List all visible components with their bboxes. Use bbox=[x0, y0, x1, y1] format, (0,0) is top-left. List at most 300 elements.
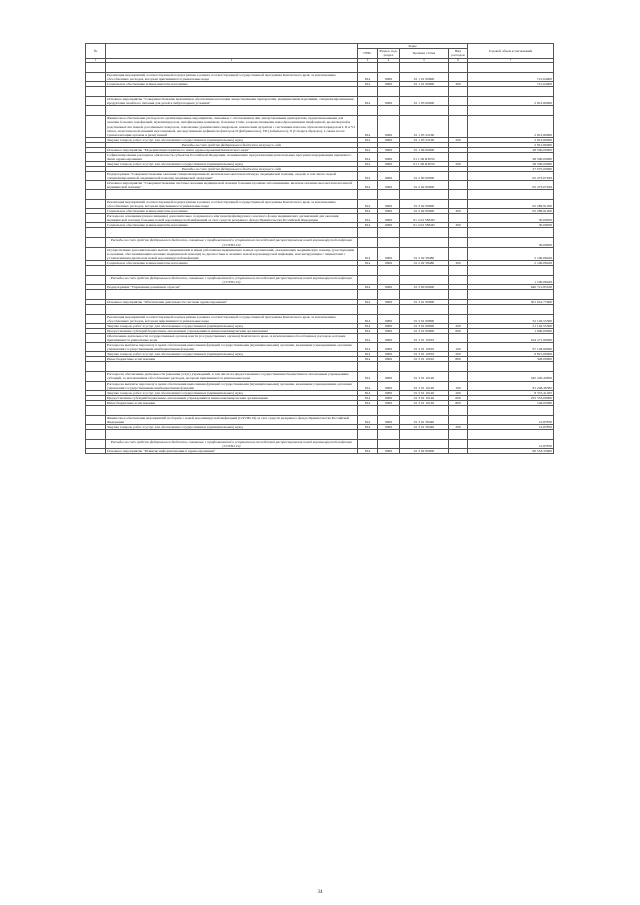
cell-amount: 6 815,00000 bbox=[468, 352, 554, 357]
cell-csr bbox=[400, 265, 449, 275]
cell-name bbox=[106, 87, 358, 97]
cell-amount: 1 000,00000 bbox=[468, 329, 554, 334]
cell-vr: 200 bbox=[449, 390, 468, 395]
cell-grbs: 814 bbox=[358, 334, 378, 343]
cell-amount: 97 128,90000 bbox=[468, 343, 554, 352]
cell-vr bbox=[449, 275, 468, 284]
table-row bbox=[86, 415, 554, 424]
cell-csr: 01 3 01 00000 bbox=[400, 299, 449, 304]
cell-razdel: 0909 bbox=[378, 400, 400, 405]
cell-csr: 01 2 02 5832D bbox=[400, 214, 449, 223]
cell-vr bbox=[449, 116, 468, 137]
cell-csr bbox=[400, 106, 449, 116]
cell-num bbox=[86, 448, 106, 453]
cell-grbs: 814 bbox=[358, 73, 378, 82]
cell-num bbox=[86, 63, 106, 73]
cell-vr: 200 bbox=[449, 324, 468, 329]
cell-num bbox=[86, 304, 106, 314]
cell-amount: 104 271,90000 bbox=[468, 334, 554, 343]
cell-vr bbox=[449, 362, 468, 372]
cell-vr: 300 bbox=[449, 82, 468, 87]
cell-grbs bbox=[358, 265, 378, 275]
cell-csr: 01 3 01 58440 bbox=[400, 424, 449, 429]
cell-vr: 800 bbox=[449, 357, 468, 362]
cell-grbs: 814 bbox=[358, 161, 378, 166]
cell-csr: 01 1 01 09990 bbox=[400, 73, 449, 82]
cell-num bbox=[86, 172, 106, 181]
table-row bbox=[86, 172, 554, 181]
cell-name: Софинансирование расходных обязательств субъектов Российской Федерации, возникающих при реализации региональных программ модернизации первичного звена здравоохранения bbox=[106, 152, 358, 161]
cell-name: Социальное обеспечение и иные выплаты населению bbox=[106, 209, 358, 214]
cell-amount bbox=[468, 362, 554, 372]
cell-vr bbox=[449, 405, 468, 415]
cell-csr: 01 3 01 10140 bbox=[400, 400, 449, 405]
cell-vr bbox=[449, 73, 468, 82]
cell-vr bbox=[449, 200, 468, 209]
cell-grbs: 814 bbox=[358, 214, 378, 223]
note-row bbox=[86, 238, 554, 247]
idx-7: 7 bbox=[468, 58, 554, 63]
cell-razdel: 0909 bbox=[378, 209, 400, 214]
cell-num bbox=[86, 429, 106, 439]
cell-vr bbox=[449, 289, 468, 299]
cell-csr: 01 3 01 10010 bbox=[400, 334, 449, 343]
cell-amount bbox=[468, 304, 554, 314]
cell-vr bbox=[449, 372, 468, 381]
cell-name: Закупка товаров, работ и услуг для обеспечения государственных (муниципальных) нужд bbox=[106, 424, 358, 429]
cell-csr: 01 3 01 10140 bbox=[400, 390, 449, 395]
cell-name bbox=[106, 289, 358, 299]
cell-grbs: 814 bbox=[358, 390, 378, 395]
cell-csr: 01 2 02 09990 bbox=[400, 200, 449, 209]
cell-razdel bbox=[378, 429, 400, 439]
cell-amount bbox=[468, 63, 554, 73]
cell-num bbox=[86, 87, 106, 97]
table-row bbox=[86, 152, 554, 161]
note-row bbox=[86, 439, 554, 448]
cell-razdel bbox=[378, 228, 400, 238]
cell-razdel: 0909 bbox=[378, 324, 400, 329]
cell-razdel: 0909 bbox=[378, 448, 400, 453]
cell-amount: 30,00000 bbox=[468, 223, 554, 228]
cell-amount bbox=[468, 429, 554, 439]
cell-razdel bbox=[378, 190, 400, 200]
cell-csr: 01 3 02 00000 bbox=[400, 448, 449, 453]
cell-name: Закупка товаров, работ и услуг для обеспечения государственных (муниципальных) нужд bbox=[106, 137, 358, 142]
cell-vr bbox=[449, 304, 468, 314]
cell-grbs: 814 bbox=[358, 181, 378, 190]
cell-num bbox=[86, 97, 106, 106]
cell-name: Реализация мероприятий соответствующей подпрограммы в рамках соответствующей государственной программы Камчатского края, за исключением обособленных расходов, которым присваиваются уникальные коды bbox=[106, 73, 358, 82]
cell-csr bbox=[400, 228, 449, 238]
cell-csr bbox=[400, 304, 449, 314]
cell-razdel: 0909 bbox=[378, 284, 400, 289]
cell-vr: 800 bbox=[449, 400, 468, 405]
cell-name: Реализация мероприятий соответствующей подпрограммы в рамках соответствующей государственной программы Камчатского края, за исключением обособленных расходов, которым присваиваются уникальные коды bbox=[106, 200, 358, 209]
cell-razdel: 0909 bbox=[378, 172, 400, 181]
cell-num bbox=[86, 381, 106, 390]
cell-razdel: 0909 bbox=[378, 260, 400, 265]
cell-razdel: 0909 bbox=[378, 299, 400, 304]
cell-csr: 01 1 06 R3650 bbox=[400, 152, 449, 161]
idx-5: 5 bbox=[400, 58, 449, 63]
cell-razdel: 0909 bbox=[378, 200, 400, 209]
cell-amount: 12,87850 bbox=[468, 415, 554, 424]
cell-razdel: 0909 bbox=[378, 381, 400, 390]
spacer-row bbox=[86, 405, 554, 415]
cell-razdel: 0909 bbox=[378, 424, 400, 429]
cell-vr: 200 bbox=[449, 424, 468, 429]
cell-name: Подпрограмма "Совершенствование оказания специализированной, включая высокотехнологичную, медицинской помощи, скорой, в том числе скорой специализированной, медицинской помощи, медицинской эвакуации" bbox=[106, 172, 358, 181]
cell-razdel: 0909 bbox=[378, 352, 400, 357]
cell-csr: 01 3 01 10140 bbox=[400, 372, 449, 381]
cell-name: Расходы за счет средств федерального бюджета, связанные с профилактикой и устранением последствий распространения новой коронавирусной инфекции (COVID-19) bbox=[106, 439, 358, 448]
cell-name: Основное мероприятие "Обеспечение деятельности системы здравоохранения" bbox=[106, 299, 358, 304]
cell-csr: 01 1 01 09990 bbox=[400, 82, 449, 87]
idx-6: 6 bbox=[449, 58, 468, 63]
cell-amount: 51 102,55300 bbox=[468, 324, 554, 329]
cell-name bbox=[106, 63, 358, 73]
cell-csr: 01 3 01 10140 bbox=[400, 381, 449, 390]
spacer-row bbox=[86, 106, 554, 116]
cell-num bbox=[86, 214, 106, 223]
table-row bbox=[86, 214, 554, 223]
cell-num bbox=[86, 106, 106, 116]
cell-vr: 100 bbox=[449, 381, 468, 390]
cell-amount: 28 500,00000 bbox=[468, 152, 554, 161]
cell-name: Иные бюджетные ассигнования bbox=[106, 400, 358, 405]
cell-grbs: 814 bbox=[358, 448, 378, 453]
cell-csr bbox=[400, 238, 449, 247]
cell-razdel: 0909 bbox=[378, 395, 400, 400]
cell-num bbox=[86, 200, 106, 209]
cell-vr bbox=[449, 106, 468, 116]
cell-amount: 255 553,00000 bbox=[468, 395, 554, 400]
cell-csr: 01 2 02 58480 bbox=[400, 247, 449, 260]
cell-grbs: 814 bbox=[358, 247, 378, 260]
cell-vr bbox=[449, 97, 468, 106]
cell-grbs: 814 bbox=[358, 299, 378, 304]
cell-razdel bbox=[378, 362, 400, 372]
spacer-row bbox=[86, 429, 554, 439]
cell-amount: 28 500,00000 bbox=[468, 147, 554, 152]
note-row bbox=[86, 275, 554, 284]
cell-name: Осуществление дополнительных выплат медицинским и иным работникам медицинских и иных организаций, оказывающих медицинскую помощь (участвующим в оказании, обеспечивающим оказание медицинской помощи) по диагностике и лечению новой коронавирусной инфекции, контактирующим с пациентами с установленным диагнозом новой коронавирусной инфекции bbox=[106, 247, 358, 260]
idx-3: 3 bbox=[358, 58, 378, 63]
cell-vr bbox=[449, 228, 468, 238]
cell-name: Расходы за счет средств федерального бюджета, связанные с профилактикой и устранением последствий распространения новой коронавирусной инфекции (COVID-19) bbox=[106, 238, 358, 247]
cell-csr: 01 1 06 00000 bbox=[400, 147, 449, 152]
cell-name: Основное мероприятие "Совершенствование механизмов обеспечения населения лекарственными препаратами, медицинскими изделиями, специализированными продуктами лечебного питания для детей в амбулаторных условиях" bbox=[106, 97, 358, 106]
cell-grbs: 814 bbox=[358, 172, 378, 181]
cell-num bbox=[86, 116, 106, 137]
cell-vr: 100 bbox=[449, 343, 468, 352]
spacer-row bbox=[86, 63, 554, 73]
cell-grbs: 814 bbox=[358, 200, 378, 209]
cell-vr bbox=[449, 63, 468, 73]
cell-csr: 01 2 00 00000 bbox=[400, 172, 449, 181]
table-row bbox=[86, 181, 554, 190]
cell-razdel bbox=[378, 405, 400, 415]
table-row bbox=[86, 448, 554, 453]
cell-amount: 146,02060 bbox=[468, 400, 554, 405]
header-vr: Вид расходов bbox=[449, 49, 468, 58]
cell-grbs: 814 bbox=[358, 381, 378, 390]
spacer-row bbox=[86, 87, 554, 97]
cell-name: Предоставление субсидий бюджетным, автономным учреждениям и иным некоммерческим организациям bbox=[106, 395, 358, 400]
cell-name: Иные бюджетные ассигнования bbox=[106, 357, 358, 362]
cell-name: Закупка товаров, работ и услуг для обеспечения государственных (муниципальных) нужд bbox=[106, 390, 358, 395]
cell-razdel bbox=[378, 238, 400, 247]
spacer-row bbox=[86, 265, 554, 275]
cell-vr bbox=[449, 238, 468, 247]
table-row bbox=[86, 200, 554, 209]
cell-num bbox=[86, 334, 106, 343]
cell-name: Закупка товаров, работ и услуг для обеспечения государственных (муниципальных) нужд bbox=[106, 352, 358, 357]
cell-csr: 01 2 02 58480 bbox=[400, 260, 449, 265]
cell-csr bbox=[400, 289, 449, 299]
cell-grbs bbox=[358, 63, 378, 73]
cell-razdel: 0909 bbox=[378, 372, 400, 381]
cell-csr bbox=[400, 87, 449, 97]
spacer-row bbox=[86, 362, 554, 372]
cell-csr bbox=[400, 429, 449, 439]
cell-razdel: 0909 bbox=[378, 357, 400, 362]
cell-csr bbox=[400, 405, 449, 415]
table-row bbox=[86, 334, 554, 343]
cell-amount: 81 248,49585 bbox=[468, 381, 554, 390]
cell-amount: 721,64000 bbox=[468, 73, 554, 82]
cell-grbs: 814 bbox=[358, 314, 378, 323]
cell-amount: 8 372,41205 bbox=[468, 390, 554, 395]
cell-grbs: 814 bbox=[358, 223, 378, 228]
cell-csr: 01 3 01 10010 bbox=[400, 357, 449, 362]
cell-grbs: 814 bbox=[358, 137, 378, 142]
cell-name bbox=[106, 362, 358, 372]
cell-name: Расходы за счет средств федерального бюджета, связанные с профилактикой и устранением последствий распространения новой коронавирусной инфекции (COVID-19) bbox=[106, 275, 358, 284]
cell-razdel: 0909 bbox=[378, 329, 400, 334]
cell-csr: 01 3 01 10010 bbox=[400, 352, 449, 357]
idx-2: 2 bbox=[106, 58, 358, 63]
cell-razdel: 0909 bbox=[378, 390, 400, 395]
cell-num bbox=[86, 73, 106, 82]
cell-razdel bbox=[378, 439, 400, 448]
cell-csr: 01 3 01 58440 bbox=[400, 415, 449, 424]
cell-grbs bbox=[358, 238, 378, 247]
table-header bbox=[86, 44, 554, 63]
cell-vr bbox=[449, 87, 468, 97]
cell-num bbox=[86, 190, 106, 200]
cell-vr: 300 bbox=[449, 209, 468, 214]
cell-csr: 01 1 03 52160 bbox=[400, 137, 449, 142]
budget-table bbox=[85, 43, 554, 454]
cell-vr bbox=[449, 265, 468, 275]
cell-num bbox=[86, 362, 106, 372]
header-num: № bbox=[86, 44, 106, 59]
idx-1: 1 bbox=[86, 58, 106, 63]
cell-grbs bbox=[358, 190, 378, 200]
cell-csr: 01 3 01 09990 bbox=[400, 314, 449, 323]
header-razdel: Раздел, под-раздел bbox=[379, 49, 398, 58]
cell-name: Основное мероприятие "Развитие информатизации в здравоохранении" bbox=[106, 448, 358, 453]
cell-name: Расходы за счет средств федерального бюджета текущего года bbox=[106, 166, 358, 171]
cell-razdel: 0909 bbox=[378, 97, 400, 106]
cell-csr: 01 3 01 10010 bbox=[400, 343, 449, 352]
cell-name: Подпрограмма "Управление развитием отрасли" bbox=[106, 284, 358, 289]
cell-razdel: 0909 bbox=[378, 314, 400, 323]
cell-csr: 01 3 00 00000 bbox=[400, 284, 449, 289]
cell-razdel: 0909 bbox=[378, 73, 400, 82]
table-row bbox=[86, 116, 554, 137]
cell-grbs: 814 bbox=[358, 209, 378, 214]
cell-amount: 721,64000 bbox=[468, 82, 554, 87]
cell-vr bbox=[449, 181, 468, 190]
cell-razdel bbox=[378, 289, 400, 299]
cell-num bbox=[86, 265, 106, 275]
cell-vr: 200 bbox=[449, 161, 468, 166]
cell-name bbox=[106, 228, 358, 238]
cell-razdel bbox=[378, 63, 400, 73]
cell-grbs bbox=[358, 429, 378, 439]
header-grbs: ГРБС bbox=[358, 49, 378, 58]
cell-name: Социальное обеспечение и иные выплаты населению bbox=[106, 260, 358, 265]
table-row bbox=[86, 314, 554, 323]
cell-amount: 65 286,91200 bbox=[468, 209, 554, 214]
cell-name bbox=[106, 265, 358, 275]
table-row bbox=[86, 372, 554, 381]
cell-razdel bbox=[378, 265, 400, 275]
cell-name: Закупка товаров, работ и услуг для обеспечения государственных (муниципальных) нужд bbox=[106, 324, 358, 329]
cell-vr bbox=[449, 415, 468, 424]
budget-table-sheet bbox=[85, 43, 553, 454]
cell-name: Расходы на оснащение (переоснащение) дополнительно создаваемого или перепрофилируемого коечного фонда медицинских организаций для оказания медицинской помощи больным новой коронавирусной инфекцией за счет средств резервного фонда Правительства Российской Федерации bbox=[106, 214, 358, 223]
cell-vr bbox=[449, 448, 468, 453]
cell-vr: 200 bbox=[449, 137, 468, 142]
cell-razdel: 0909 bbox=[378, 82, 400, 87]
cell-amount: 328,00000 bbox=[468, 357, 554, 362]
cell-grbs bbox=[358, 405, 378, 415]
cell-amount bbox=[468, 405, 554, 415]
cell-grbs bbox=[358, 439, 378, 448]
cell-name: Основное мероприятие "Модернизация первичного звена здравоохранения Камчатского края" bbox=[106, 147, 358, 152]
cell-razdel: 0909 bbox=[378, 116, 400, 137]
cell-amount: 52 102,55300 bbox=[468, 314, 554, 323]
cell-csr bbox=[400, 63, 449, 73]
cell-name: Финансовое обеспечение мероприятий по борьбе с новой коронавирусной инфекцией (COVID-19) за счет средств резервного фонда Правительства Российской Федерации bbox=[106, 415, 358, 424]
cell-grbs: 814 bbox=[358, 284, 378, 289]
cell-amount bbox=[468, 265, 554, 275]
cell-csr bbox=[400, 190, 449, 200]
cell-csr: 01 3 01 09990 bbox=[400, 329, 449, 334]
cell-grbs bbox=[358, 228, 378, 238]
cell-vr: 600 bbox=[449, 329, 468, 334]
cell-grbs: 814 bbox=[358, 147, 378, 152]
cell-grbs: 814 bbox=[358, 395, 378, 400]
cell-razdel bbox=[378, 304, 400, 314]
header-csr: Целевая статья bbox=[400, 49, 449, 58]
cell-num bbox=[86, 289, 106, 299]
idx-4: 4 bbox=[378, 58, 400, 63]
cell-vr: 200 bbox=[449, 352, 468, 357]
cell-grbs: 814 bbox=[358, 415, 378, 424]
cell-amount: 501 631,77600 bbox=[468, 299, 554, 304]
table-row bbox=[86, 73, 554, 82]
cell-grbs: 814 bbox=[358, 116, 378, 137]
cell-grbs bbox=[358, 275, 378, 284]
cell-num bbox=[86, 247, 106, 260]
cell-grbs: 814 bbox=[358, 372, 378, 381]
cell-amount: 1 100,08429 bbox=[468, 275, 554, 284]
cell-amount: 60 518,33900 bbox=[468, 448, 554, 453]
spacer-row bbox=[86, 289, 554, 299]
spacer-row bbox=[86, 304, 554, 314]
cell-amount: 12,87850 bbox=[468, 439, 554, 448]
cell-name bbox=[106, 429, 358, 439]
cell-vr bbox=[449, 190, 468, 200]
cell-num bbox=[86, 314, 106, 323]
cell-razdel: 0909 bbox=[378, 137, 400, 142]
cell-csr: 01 3 01 09990 bbox=[400, 324, 449, 329]
cell-amount: 2 812,80000 bbox=[468, 116, 554, 137]
table-body bbox=[86, 63, 554, 454]
cell-vr: 300 bbox=[449, 260, 468, 265]
cell-razdel: 0909 bbox=[378, 147, 400, 152]
cell-csr: 01 3 01 10140 bbox=[400, 395, 449, 400]
cell-csr bbox=[400, 439, 449, 448]
cell-grbs: 814 bbox=[358, 400, 378, 405]
cell-amount: 2 100,08429 bbox=[468, 247, 554, 260]
cell-razdel bbox=[378, 106, 400, 116]
table-row bbox=[86, 97, 554, 106]
spacer-row bbox=[86, 190, 554, 200]
cell-vr: 600 bbox=[449, 395, 468, 400]
cell-amount: 65 473,07629 bbox=[468, 181, 554, 190]
cell-amount: 65 286,91200 bbox=[468, 200, 554, 209]
cell-grbs bbox=[358, 304, 378, 314]
cell-amount: 2 812,80000 bbox=[468, 97, 554, 106]
cell-csr: 01 1 06 R3650 bbox=[400, 161, 449, 166]
cell-num bbox=[86, 228, 106, 238]
cell-amount: 640 721,85100 bbox=[468, 284, 554, 289]
cell-grbs bbox=[358, 362, 378, 372]
cell-razdel: 0909 bbox=[378, 334, 400, 343]
table-row bbox=[86, 343, 554, 352]
cell-num bbox=[86, 415, 106, 424]
cell-csr bbox=[400, 362, 449, 372]
cell-num bbox=[86, 439, 106, 448]
cell-csr: 01 2 02 00000 bbox=[400, 181, 449, 190]
cell-num bbox=[86, 152, 106, 161]
cell-grbs: 814 bbox=[358, 329, 378, 334]
cell-name: Реализация мероприятий соответствующей подпрограммы в рамках соответствующей государственной программы Камчатского края, за исключением обособленных расходов, которым присваиваются уникальные коды bbox=[106, 314, 358, 323]
cell-amount: 2 812,80000 bbox=[468, 137, 554, 142]
cell-csr: 01 1 03 00000 bbox=[400, 97, 449, 106]
cell-grbs: 814 bbox=[358, 424, 378, 429]
cell-csr: 01 2 02 09990 bbox=[400, 209, 449, 214]
cell-amount: 27 075,00000 bbox=[468, 166, 554, 171]
cell-razdel: 0909 bbox=[378, 161, 400, 166]
cell-razdel bbox=[378, 275, 400, 284]
page-number: 34 bbox=[317, 890, 323, 895]
cell-name: Финансовое обеспечение расходов на организационные мероприятия, связанные с обеспечением лиц лекарственными препаратами, предназначенными для лечения больных гемофилией, муковисцидозом, гипофизарным нанизмом, болезнью Гоше, злокачественными новообразованиями лимфоидной, кроветворной и родственных им тканей, рассеянным склерозом, гемолитико-уремическим синдромом, юношеским артритом с системным началом, мукополисахаридозом I, II и VI типов, апластической анемией неуточненной, наследственным дефицитом факторов II (фибриногена), VII (лабильного), X (Стюарта-Прауэра), а также после трансплантации органов и (или) тканей bbox=[106, 116, 358, 137]
spacer-row bbox=[86, 228, 554, 238]
cell-vr bbox=[449, 429, 468, 439]
table-row bbox=[86, 381, 554, 390]
cell-csr bbox=[400, 275, 449, 284]
cell-csr: 01 1 03 52160 bbox=[400, 116, 449, 137]
cell-name bbox=[106, 405, 358, 415]
cell-name: Обеспечение деятельности государственных органов власти (государственных органов) Камчатского края, за исключением обособленных расходов, которым присваиваются уникальные коды bbox=[106, 334, 358, 343]
